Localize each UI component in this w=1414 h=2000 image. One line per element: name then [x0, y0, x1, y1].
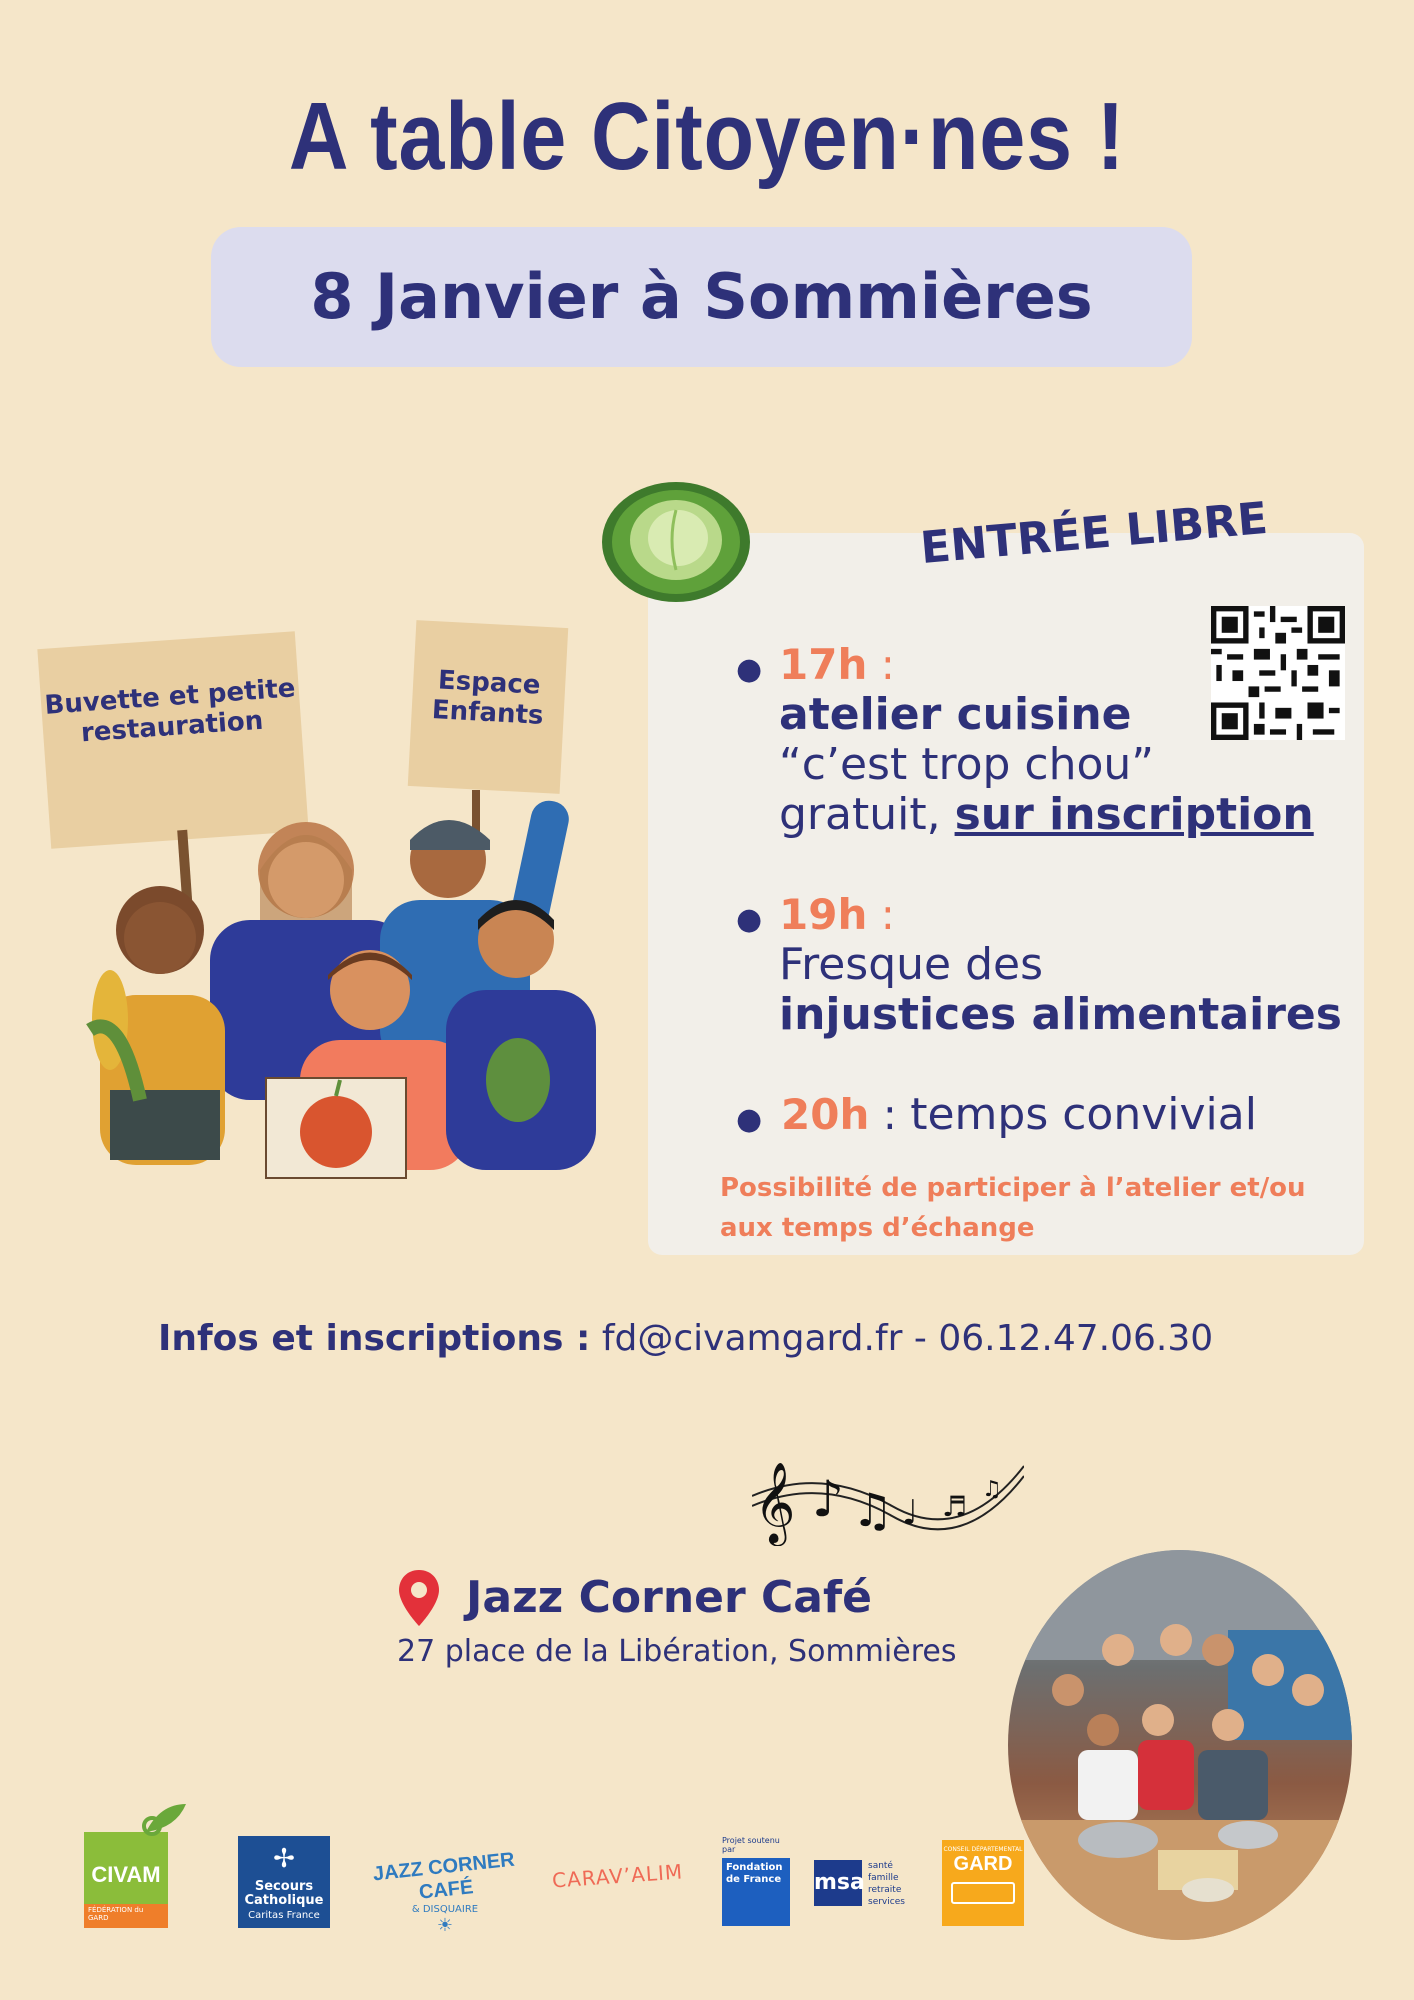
group-photo	[1008, 1550, 1352, 1940]
gard-logo	[942, 1840, 1024, 1926]
gard-text: GARD	[953, 1853, 1013, 1875]
fresque-text: Fresque des	[779, 939, 1044, 990]
venue-address: 27 place de la Libération, Sommières	[397, 1634, 957, 1669]
location-pin-icon	[396, 1568, 442, 1628]
photo-content	[1008, 1550, 1352, 1940]
secours-catholique-logo	[238, 1836, 330, 1928]
civam-logo-sub: FÉDÉRATION du GARD	[84, 1904, 168, 1928]
entree-libre-label: ENTRÉE LIBRE	[918, 492, 1270, 575]
schedule-item-20h: 20h : temps convivial	[781, 1089, 1257, 1140]
page-title: A table Citoyen·nes !	[288, 83, 1126, 190]
svg-text:♫: ♫	[982, 1477, 1002, 1502]
bullet-dot: ●	[736, 652, 763, 687]
fondation-de-france-logo	[722, 1836, 790, 1928]
sun-icon: ☀	[436, 1915, 454, 1936]
participation-note: Possibilité de participer à l’atelier et/ou aux temps d’échange	[720, 1173, 1306, 1243]
time-20h: 20h	[781, 1090, 870, 1139]
gard-small-text: CONSEIL DÉPARTEMENTAL	[943, 1846, 1023, 1853]
msa-logo: msa	[814, 1860, 862, 1906]
bullet-dot: ●	[736, 1102, 763, 1137]
bullet-dot: ●	[736, 902, 763, 937]
schedule-item-19h: 19h : Fresque des injustices alimentaires	[779, 890, 1342, 1040]
secours-logo-text: Secours Catholique	[244, 1879, 324, 1908]
gratuit-text: gratuit,	[779, 789, 955, 840]
infos-label: Infos et inscriptions :	[158, 1318, 591, 1359]
fondation-small-text: Projet soutenu par	[722, 1836, 780, 1854]
svg-text:♬: ♬	[942, 1490, 968, 1523]
inscription-link[interactable]: sur inscription	[954, 789, 1314, 840]
event-date: 8 Janvier à Sommières	[310, 260, 1093, 333]
infos-contact[interactable]: fd@civamgard.fr - 06.12.47.06.30	[590, 1318, 1214, 1359]
gard-bridge-icon	[951, 1882, 1015, 1904]
svg-text:♫: ♫	[852, 1483, 894, 1537]
civam-logo-text: CIVAM	[91, 1862, 161, 1887]
venue-name: Jazz Corner Café	[466, 1572, 872, 1623]
cabbage-icon	[598, 470, 754, 606]
svg-text:♪: ♪	[812, 1470, 844, 1528]
civam-logo	[84, 1832, 168, 1928]
secours-logo-sub: Caritas France	[248, 1910, 320, 1921]
sign-buvette-text: Buvette et petite restauration	[43, 673, 297, 749]
schedule-item-17h: 17h : atelier cuisine “c’est trop chou” gratuit, sur inscription	[779, 640, 1314, 840]
sign-enfants	[408, 620, 568, 794]
contact-info	[158, 1318, 1213, 1359]
fondation-text: Fondation de France	[722, 1858, 790, 1926]
music-notes-icon	[752, 1446, 1024, 1546]
caravalim-logo: CARAV’ALIM	[551, 1859, 684, 1893]
injustices-text: injustices alimentaires	[779, 989, 1342, 1040]
civam-leaf-icon	[140, 1798, 192, 1838]
jazz-logo-text: JAZZ CORNER CAFÉ	[371, 1848, 516, 1904]
msa-logo-sub: santé famille retraite services	[868, 1861, 905, 1907]
time-17h: 17h	[779, 640, 868, 689]
sign-enfants-text: Espace Enfants	[431, 665, 545, 731]
atelier-cuisine-text: atelier cuisine	[779, 689, 1132, 740]
jazz-logo-sub: & DISQUAIRE	[411, 1904, 479, 1915]
time-19h: 19h	[779, 890, 868, 939]
cross-icon: ✢	[273, 1844, 295, 1874]
svg-text:♩: ♩	[902, 1493, 919, 1533]
temps-convivial-text: temps convivial	[910, 1089, 1257, 1140]
jazz-corner-logo	[371, 1844, 518, 1936]
trop-chou-text: “c’est trop chou”	[779, 739, 1155, 790]
people-illustration	[70, 780, 620, 1180]
svg-text:𝄞: 𝄞	[754, 1461, 796, 1543]
